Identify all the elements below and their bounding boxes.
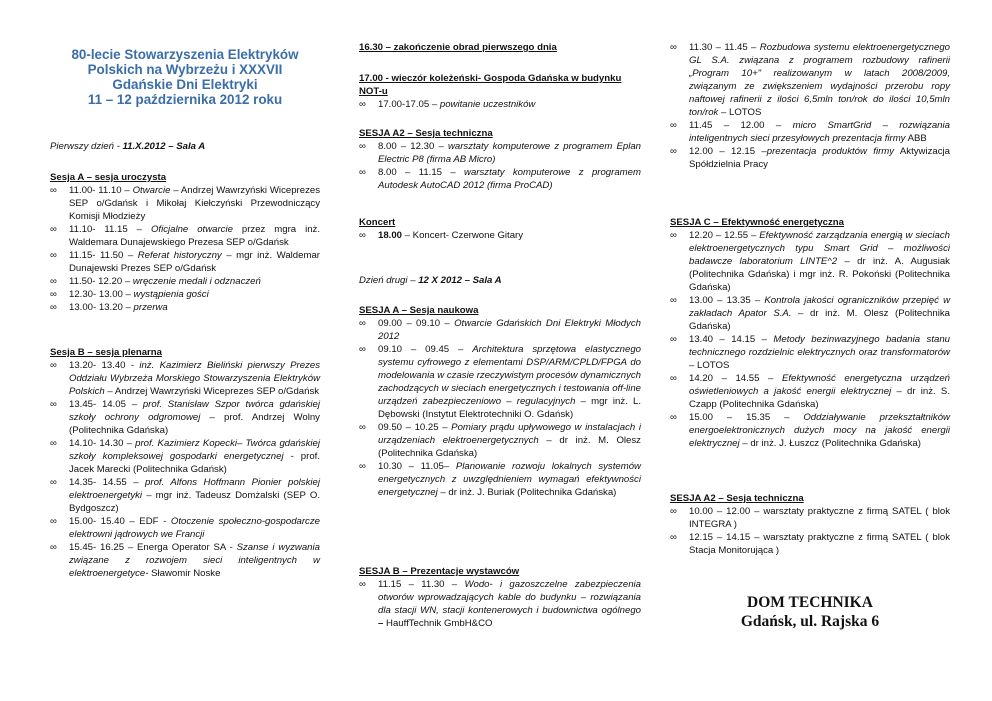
infinity-bullet-icon: ∞	[359, 167, 366, 178]
list-item: ∞ 15.00- 15.40 – EDF - Otoczenie społeczno-gospodarcze elektrowni jądrowych we Francji	[50, 516, 320, 540]
list-item: ∞ 12.20 – 12.55 – Efektywność zarządzania energią w sieciach elektroenergetycznych typu Smart Grid – możliwości badawcze laboratorium LINTE^2 – dr inż. A. Augusiak (Politechnika Gdańska) i mgr inż. R. Pokoński (Politechnika Gdańska)	[670, 230, 950, 293]
list-item: ∞ 18.00 – Koncert- Czerwone Gitary	[359, 230, 524, 241]
session-heading: Sesja B – sesja plenarna	[50, 347, 162, 358]
infinity-bullet-icon: ∞	[359, 318, 366, 329]
infinity-bullet-icon: ∞	[670, 146, 677, 157]
infinity-bullet-icon: ∞	[670, 230, 677, 241]
list-item: ∞ 10.30 – 11.05– Planowanie rozwoju lokalnych systemów energetycznych z uwzględnieniem wymagań efektywności energetycznej – dr inż. J. Buriak (Politechnika Gdańska)	[359, 461, 641, 498]
infinity-bullet-icon: ∞	[670, 412, 677, 423]
event-title	[50, 47, 320, 107]
list-item: ∞ 13.00- 13.20 – przerwa	[50, 302, 168, 313]
infinity-bullet-icon: ∞	[50, 360, 57, 371]
list-item: ∞ 09.50 – 10.25 – Pomiary prądu upływowego w instalacjach i urządzeniach elektroenergetycznych – dr inż. M. Olesz (Politechnika Gdańska)	[359, 422, 641, 459]
session-b-continued	[670, 41, 950, 171]
session-heading: SESJA A2 – Sesja techniczna	[359, 128, 493, 139]
title-line-1: 80-lecie Stowarzyszenia Elektryków	[71, 47, 299, 62]
list-item: ∞ 12.30- 13.00 – wystąpienia gości	[50, 289, 209, 300]
session-heading: SESJA B – Prezentacje wystawców	[359, 566, 520, 577]
title-line-4: 11 – 12 października 2012 roku	[87, 92, 283, 107]
infinity-bullet-icon: ∞	[359, 461, 366, 472]
list-item: ∞ 15.00 – 15.35 – Oddziaływanie przekształtników energoelektronicznych dużych mocy na jakość energii elektrycznej – dr inż. J. Łuszcz (Politechnika Gdańska)	[670, 412, 950, 449]
infinity-bullet-icon: ∞	[50, 250, 57, 261]
list-item: ∞ 17.00-17.05 – powitanie uczestników	[359, 99, 536, 110]
infinity-bullet-icon: ∞	[670, 506, 677, 517]
session-a1	[50, 171, 320, 314]
session-heading: SESJA A – Sesja naukowa	[359, 305, 479, 316]
venue	[670, 593, 950, 631]
session-heading: Koncert	[359, 217, 396, 228]
session-list	[359, 317, 641, 499]
list-item: ∞ 12.00 – 12.15 –prezentacja produktów firmy Aktywizacja Spółdzielnia Pracy	[670, 146, 951, 170]
session-list	[359, 140, 641, 192]
session-list	[670, 41, 950, 171]
list-item: ∞ 14.10- 14.30 – prof. Kazimierz Kopecki– Twórca gdańskiej szkoły kompleksowej gospodarki energetycznej - prof. Jacek Marecki (Politechnika Gdańsk)	[50, 438, 321, 475]
session-list	[359, 229, 641, 242]
session-a2-tech	[359, 127, 641, 192]
infinity-bullet-icon: ∞	[50, 185, 57, 196]
infinity-bullet-icon: ∞	[359, 422, 366, 433]
list-item: ∞ 15.45- 16.25 – Energa Operator SA - Szanse i wyzwania związane z rozwojem sieci inteligentnych w elektroenergetyce- Sławomir Noske	[50, 542, 320, 579]
infinity-bullet-icon: ∞	[670, 532, 677, 543]
infinity-bullet-icon: ∞	[50, 276, 57, 287]
list-item: ∞ 11.15- 11.50 – Referat historyczny – mgr inż. Waldemar Dunajewski Prezes SEP o/Gdańsk	[50, 250, 321, 274]
venue-name: DOM TECHNIKA	[747, 594, 873, 611]
list-item: ∞ 11.10- 11.15 – Oficjalne otwarcie przez mgra inż. Waldemara Dunajewskiego Prezesa SEP o/Gdańsk	[50, 224, 320, 248]
infinity-bullet-icon: ∞	[50, 289, 57, 300]
list-item: ∞ 8.00 – 11.15 – warsztaty komputerowe z programem Autodesk AutoCAD 2012 (firma ProCAD)	[359, 167, 641, 191]
session-list	[50, 359, 320, 580]
session-b1	[50, 346, 320, 580]
list-item: ∞ 11.30 – 11.45 – Rozbudowa systemu elektroenergetycznego GL S.A. związana z programem rozbudowy rafinerii „Program 10+" realizowanym w latach 2008/2009, związanym ze zwiększeniem wydajności przerobu ropy naftowej rafinerii z ilości 6,5mln ton/rok do ilości 10,5mln ton/rok – LOTOS	[670, 42, 950, 118]
session-list	[670, 229, 950, 450]
infinity-bullet-icon: ∞	[50, 477, 57, 488]
session-heading: SESJA C – Efektywność energetyczna	[670, 217, 844, 228]
list-item: ∞ 11.50- 12.20 – wręczenie medali i odznaczeń	[50, 276, 261, 287]
list-item: ∞ 11.15 – 11.30 – Wodo- i gazoszczelne zabezpieczenia otworów wprowadzających kable do budynku – rozwiązania dla stacji WN, stacji kontenerowych i budownictwa ogólnego – HauffTechnik GmbH&CO	[359, 579, 641, 629]
session-a-scientific	[359, 304, 641, 499]
list-item: ∞ 14.20 – 14.55 – Efektywność energetyczna urządzeń oświetleniowych a jakość energii elektrycznej – dr inż. S. Czapp (Politechnika Gdańska)	[670, 373, 950, 410]
infinity-bullet-icon: ∞	[50, 224, 57, 235]
title-line-2: Polskich na Wybrzeżu i XXXVII	[87, 62, 283, 77]
list-item: ∞ 09.00 – 09.10 – Otwarcie Gdańskich Dni Elektryki Młodych 2012	[359, 318, 641, 342]
infinity-bullet-icon: ∞	[670, 295, 677, 306]
venue-address: Gdańsk, ul. Rajska 6	[740, 613, 880, 630]
session-b-exhibitors	[359, 565, 641, 630]
infinity-bullet-icon: ∞	[359, 99, 366, 110]
infinity-bullet-icon: ∞	[670, 334, 677, 345]
list-item: ∞ 13.00 – 13.35 – Kontrola jakości ograniczników przepięć w zakładach Apator S.A. – dr inż. M. Olesz (Politechnika Gdańska)	[670, 295, 950, 332]
list-item: ∞ 13.45- 14.05 – prof. Stanisław Szpor twórca gdańskiej szkoły ochrony odgromowej – prof. Andrzej Wolny (Politechnika Gdańska)	[50, 399, 320, 436]
list-item: ∞ 14.35- 14.55 – prof. Alfons Hoffmann Pionier polskiej elektroenergetyki – mgr inż. Tadeusz Domżalski (SEP O. Bydgoszcz)	[50, 477, 320, 514]
infinity-bullet-icon: ∞	[50, 542, 57, 553]
infinity-bullet-icon: ∞	[359, 344, 366, 355]
session-list	[359, 98, 641, 111]
session-heading: Sesja A – sesja uroczysta	[50, 172, 167, 183]
end-day1: 16.30 – zakończenie obrad pierwszego dnia	[359, 42, 557, 53]
infinity-bullet-icon: ∞	[359, 579, 366, 590]
session-list	[50, 184, 320, 314]
list-item: ∞ 12.15 – 14.15 – warsztaty praktyczne z firmą SATEL ( blok Stacja Monitorująca )	[670, 532, 950, 556]
concert	[359, 216, 641, 242]
list-item: ∞ 8.00 – 12.30 – warsztaty komputerowe z programem Eplan Electric P8 (firma AB Micro)	[359, 141, 642, 165]
infinity-bullet-icon: ∞	[359, 230, 366, 241]
list-item: ∞ 13.20- 13.40 - inż. Kazimierz Bieliński pierwszy Prezes Oddziału Wybrzeża Morskiego Stowarzyszenia Elektryków Polskich – Andrzej Wawrzyński Wiceprezes SEP o/Gdańsk	[50, 360, 320, 397]
infinity-bullet-icon: ∞	[670, 120, 677, 131]
infinity-bullet-icon: ∞	[50, 516, 57, 527]
list-item: ∞ 10.00 – 12.00 – warsztaty praktyczne z firmą SATEL ( blok INTEGRA )	[670, 506, 950, 530]
session-list	[359, 578, 641, 630]
evening	[359, 72, 641, 111]
infinity-bullet-icon: ∞	[670, 373, 677, 384]
session-a2-day2	[670, 492, 950, 557]
title-line-3: Gdańskie Dni Elektryki	[112, 77, 258, 92]
day2-label: Dzień drugi – 12 X 2012 – Sala A	[359, 275, 502, 286]
list-item: ∞ 13.40 – 14.15 – Metody bezinwazyjnego badania stanu technicznego rozdzielnic elektrycznych oraz transformatorów – LOTOS	[670, 334, 950, 371]
infinity-bullet-icon: ∞	[50, 399, 57, 410]
infinity-bullet-icon: ∞	[359, 141, 366, 152]
infinity-bullet-icon: ∞	[670, 42, 677, 53]
session-heading: SESJA A2 – Sesja techniczna	[670, 493, 804, 504]
session-list	[670, 505, 950, 557]
list-item: ∞ 11.00- 11.10 – Otwarcie – Andrzej Wawrzyński Wiceprezes SEP o/Gdańsk i Mikołaj Kiełczyński Przewodniczący Komisji Młodzieży	[50, 185, 320, 222]
day1-label: Pierwszy dzień - 11.X.2012 – Sala A	[50, 141, 206, 152]
session-heading: 17.00 - wieczór koleżeński- Gospoda Gdańska w budynku NOT-u	[359, 73, 622, 97]
infinity-bullet-icon: ∞	[50, 302, 57, 313]
session-c	[670, 216, 950, 450]
infinity-bullet-icon: ∞	[50, 438, 57, 449]
list-item: ∞ 11.45 – 12.00 – micro SmartGrid – rozwiązania inteligentnych sieci przesyłowych prezentacja firmy ABB	[670, 120, 950, 144]
list-item: ∞ 09.10 – 09.45 – Architektura sprzętowa elastycznego systemu cyfrowego z elementami DSP/ARM/CPLD/FPGA do modelowania w czasie rzeczywistym procesów dynamicznych zachodzących w sieciach energetycznych i testowania off-line urządzeń zabezpieczeniowo – regulacyjnych – mgr inż. L. Dębowski (Instytut Elektrotechniki O. Gdańsk)	[359, 344, 641, 420]
